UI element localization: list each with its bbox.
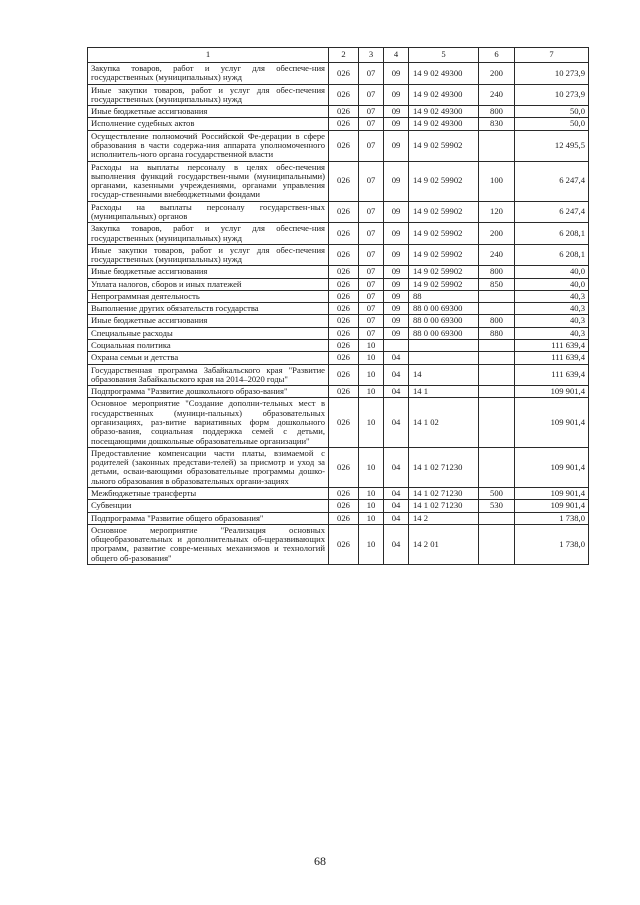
table-row: [88, 487, 589, 499]
table-row: [88, 398, 589, 447]
ministry-code-cell: 026: [329, 364, 359, 386]
row-name-cell: Межбюджетные трансферты: [88, 487, 329, 499]
amount-cell: 10 273,9: [515, 63, 589, 85]
table-row: [88, 223, 589, 245]
ministry-code-cell: 026: [329, 84, 359, 106]
row-name-cell: Основное мероприятие "Реализация основных общеобразовательных и дополнительных об-щеразвивающих программ, развитие совре-менных механизмов и технологий общего об-разования": [88, 524, 329, 564]
subsection-code-cell: 09: [384, 315, 409, 327]
amount-cell: 1 738,0: [515, 512, 589, 524]
amount-cell: 6 247,4: [515, 161, 589, 201]
row-name-cell: Субвенции: [88, 500, 329, 512]
column-header: 1: [88, 48, 329, 63]
target-article-cell: 88 0 00 69300: [409, 303, 479, 315]
amount-cell: 111 639,4: [515, 364, 589, 386]
amount-cell: 40,3: [515, 290, 589, 302]
ministry-code-cell: 026: [329, 161, 359, 201]
ministry-code-cell: 026: [329, 524, 359, 564]
section-code-cell: 07: [359, 223, 384, 245]
target-article-cell: 88 0 00 69300: [409, 315, 479, 327]
ministry-code-cell: 026: [329, 118, 359, 130]
expense-type-cell: [479, 386, 515, 398]
table-row: [88, 386, 589, 398]
ministry-code-cell: 026: [329, 327, 359, 339]
column-header: 4: [384, 48, 409, 63]
target-article-cell: 14 2: [409, 512, 479, 524]
section-code-cell: 07: [359, 244, 384, 266]
expense-type-cell: 200: [479, 223, 515, 245]
section-code-cell: 10: [359, 340, 384, 352]
row-name-cell: Социальная политика: [88, 340, 329, 352]
target-article-cell: 14: [409, 364, 479, 386]
section-code-cell: 10: [359, 398, 384, 447]
column-header: 6: [479, 48, 515, 63]
expense-type-cell: 120: [479, 201, 515, 223]
target-article-cell: 88: [409, 290, 479, 302]
expense-type-cell: [479, 398, 515, 447]
section-code-cell: 10: [359, 386, 384, 398]
subsection-code-cell: 04: [384, 524, 409, 564]
subsection-code-cell: [384, 340, 409, 352]
target-article-cell: 14 1: [409, 386, 479, 398]
target-article-cell: 14 9 02 59902: [409, 201, 479, 223]
row-name-cell: Уплата налогов, сборов и иных платежей: [88, 278, 329, 290]
expense-type-cell: [479, 290, 515, 302]
row-name-cell: Государственная программа Забайкальского края "Развитие образования Забайкальского края на 2014–2020 годы": [88, 364, 329, 386]
row-name-cell: Расходы на выплаты персоналу государствен-ных (муниципальных) органов: [88, 201, 329, 223]
row-name-cell: Выполнение других обязательств государства: [88, 303, 329, 315]
ministry-code-cell: 026: [329, 278, 359, 290]
row-name-cell: Закупка товаров, работ и услуг для обеспече-ния государственных (муниципальных) нужд: [88, 223, 329, 245]
amount-cell: 10 273,9: [515, 84, 589, 106]
subsection-code-cell: 09: [384, 266, 409, 278]
section-code-cell: 10: [359, 364, 384, 386]
ministry-code-cell: 026: [329, 315, 359, 327]
row-name-cell: Подпрограмма "Развитие общего образования": [88, 512, 329, 524]
target-article-cell: 14 9 02 59902: [409, 244, 479, 266]
subsection-code-cell: 09: [384, 118, 409, 130]
expense-type-cell: 800: [479, 315, 515, 327]
table-row: [88, 266, 589, 278]
amount-cell: 12 495,5: [515, 130, 589, 161]
ministry-code-cell: 026: [329, 512, 359, 524]
table-row: [88, 118, 589, 130]
subsection-code-cell: 04: [384, 398, 409, 447]
row-name-cell: Иные бюджетные ассигнования: [88, 315, 329, 327]
subsection-code-cell: 09: [384, 278, 409, 290]
section-code-cell: 10: [359, 500, 384, 512]
amount-cell: 40,0: [515, 278, 589, 290]
subsection-code-cell: 09: [384, 327, 409, 339]
amount-cell: 109 901,4: [515, 386, 589, 398]
expense-type-cell: [479, 130, 515, 161]
table-row: [88, 315, 589, 327]
row-name-cell: Непрограммная деятельность: [88, 290, 329, 302]
subsection-code-cell: 09: [384, 290, 409, 302]
amount-cell: 109 901,4: [515, 398, 589, 447]
section-code-cell: 10: [359, 352, 384, 364]
target-article-cell: 14 1 02 71230: [409, 447, 479, 487]
expense-type-cell: [479, 364, 515, 386]
ministry-code-cell: 026: [329, 201, 359, 223]
expense-type-cell: 500: [479, 487, 515, 499]
row-name-cell: Специальные расходы: [88, 327, 329, 339]
table-row: [88, 447, 589, 487]
ministry-code-cell: 026: [329, 223, 359, 245]
ministry-code-cell: 026: [329, 447, 359, 487]
subsection-code-cell: 04: [384, 447, 409, 487]
row-name-cell: Осуществление полномочий Российской Фе-дерации в сфере образования в части содержа-ния аппарата уполномоченного исполнитель-ного органа государственной власти: [88, 130, 329, 161]
amount-cell: 40,3: [515, 303, 589, 315]
row-name-cell: Исполнение судебных актов: [88, 118, 329, 130]
ministry-code-cell: 026: [329, 303, 359, 315]
table-row: [88, 303, 589, 315]
target-article-cell: 14 1 02 71230: [409, 487, 479, 499]
expense-type-cell: 240: [479, 244, 515, 266]
target-article-cell: [409, 352, 479, 364]
target-article-cell: 14 9 02 49300: [409, 106, 479, 118]
column-header: 7: [515, 48, 589, 63]
ministry-code-cell: 026: [329, 500, 359, 512]
subsection-code-cell: 04: [384, 364, 409, 386]
subsection-code-cell: 09: [384, 106, 409, 118]
expense-type-cell: 850: [479, 278, 515, 290]
subsection-code-cell: 04: [384, 500, 409, 512]
subsection-code-cell: 09: [384, 63, 409, 85]
table-row: [88, 130, 589, 161]
table-row: [88, 161, 589, 201]
table-row: [88, 84, 589, 106]
target-article-cell: 14 9 02 59902: [409, 223, 479, 245]
expense-type-cell: [479, 340, 515, 352]
row-name-cell: Иные бюджетные ассигнования: [88, 266, 329, 278]
expense-type-cell: 100: [479, 161, 515, 201]
ministry-code-cell: 026: [329, 398, 359, 447]
expense-type-cell: [479, 447, 515, 487]
row-name-cell: Иные закупки товаров, работ и услуг для обес-печения государственных (муниципальных) нужд: [88, 84, 329, 106]
amount-cell: 1 738,0: [515, 524, 589, 564]
row-name-cell: Основное мероприятие "Создание дополни-тельных мест в государственных (муници-пальных) образовательных организациях, раз-витие вариативных форм дошкольного образо-вания, социальная поддержка семей с детьми, посещающими дошкольные образовательные организации": [88, 398, 329, 447]
section-code-cell: 07: [359, 278, 384, 290]
table-row: [88, 327, 589, 339]
amount-cell: 50,0: [515, 118, 589, 130]
row-name-cell: Иные бюджетные ассигнования: [88, 106, 329, 118]
target-article-cell: 14 9 02 59902: [409, 278, 479, 290]
column-header: 3: [359, 48, 384, 63]
table-header-row: [88, 48, 589, 63]
ministry-code-cell: 026: [329, 266, 359, 278]
subsection-code-cell: 09: [384, 244, 409, 266]
row-name-cell: Подпрограмма "Развитие дошкольного образо-вания": [88, 386, 329, 398]
expense-type-cell: 800: [479, 106, 515, 118]
row-name-cell: Предоставление компенсации части платы, взимаемой с родителей (законных представи-телей) за присмотр и уход за детьми, осваи-вающими образовательные программы дошко-льного образования в образовательных органи-зациях: [88, 447, 329, 487]
ministry-code-cell: 026: [329, 244, 359, 266]
section-code-cell: 07: [359, 84, 384, 106]
amount-cell: 6 208,1: [515, 223, 589, 245]
section-code-cell: 07: [359, 315, 384, 327]
budget-table: [87, 47, 589, 565]
table-row: [88, 364, 589, 386]
section-code-cell: 07: [359, 106, 384, 118]
section-code-cell: 07: [359, 63, 384, 85]
target-article-cell: 14 9 02 59902: [409, 266, 479, 278]
target-article-cell: 88 0 00 69300: [409, 327, 479, 339]
table-row: [88, 500, 589, 512]
expense-type-cell: [479, 352, 515, 364]
target-article-cell: 14 9 02 49300: [409, 63, 479, 85]
ministry-code-cell: 026: [329, 130, 359, 161]
section-code-cell: 10: [359, 512, 384, 524]
amount-cell: 6 247,4: [515, 201, 589, 223]
target-article-cell: 14 9 02 49300: [409, 84, 479, 106]
section-code-cell: 07: [359, 161, 384, 201]
subsection-code-cell: 09: [384, 130, 409, 161]
target-article-cell: 14 9 02 59902: [409, 130, 479, 161]
amount-cell: 6 208,1: [515, 244, 589, 266]
table-row: [88, 278, 589, 290]
subsection-code-cell: 09: [384, 84, 409, 106]
row-name-cell: Закупка товаров, работ и услуг для обеспече-ния государственных (муниципальных) нужд: [88, 63, 329, 85]
section-code-cell: 10: [359, 524, 384, 564]
subsection-code-cell: 09: [384, 161, 409, 201]
ministry-code-cell: 026: [329, 63, 359, 85]
amount-cell: 109 901,4: [515, 447, 589, 487]
target-article-cell: 14 1 02: [409, 398, 479, 447]
section-code-cell: 07: [359, 130, 384, 161]
expense-type-cell: [479, 524, 515, 564]
amount-cell: 40,3: [515, 315, 589, 327]
ministry-code-cell: 026: [329, 106, 359, 118]
target-article-cell: 14 2 01: [409, 524, 479, 564]
table-row: [88, 340, 589, 352]
expense-type-cell: 200: [479, 63, 515, 85]
amount-cell: 40,3: [515, 327, 589, 339]
row-name-cell: Иные закупки товаров, работ и услуг для обес-печения государственных (муниципальных) нужд: [88, 244, 329, 266]
table-body: [88, 63, 589, 565]
section-code-cell: 07: [359, 266, 384, 278]
expense-type-cell: 880: [479, 327, 515, 339]
target-article-cell: [409, 340, 479, 352]
section-code-cell: 07: [359, 201, 384, 223]
amount-cell: 111 639,4: [515, 352, 589, 364]
subsection-code-cell: 04: [384, 386, 409, 398]
target-article-cell: 14 9 02 49300: [409, 118, 479, 130]
ministry-code-cell: 026: [329, 352, 359, 364]
amount-cell: 40,0: [515, 266, 589, 278]
row-name-cell: Расходы на выплаты персоналу в целях обес-печения выполнения функций государствен-ными (муниципальными) органами, казенными учреждениями, органами управления государ-ственными внебюджетными фондами: [88, 161, 329, 201]
target-article-cell: 14 1 02 71230: [409, 500, 479, 512]
ministry-code-cell: 026: [329, 340, 359, 352]
table-row: [88, 352, 589, 364]
table-row: [88, 524, 589, 564]
subsection-code-cell: 09: [384, 223, 409, 245]
ministry-code-cell: 026: [329, 487, 359, 499]
subsection-code-cell: 04: [384, 512, 409, 524]
table-row: [88, 244, 589, 266]
expense-type-cell: [479, 303, 515, 315]
column-header: 2: [329, 48, 359, 63]
section-code-cell: 10: [359, 447, 384, 487]
page-number: 68: [314, 854, 326, 868]
subsection-code-cell: 09: [384, 201, 409, 223]
amount-cell: 111 639,4: [515, 340, 589, 352]
expense-type-cell: 800: [479, 266, 515, 278]
section-code-cell: 07: [359, 118, 384, 130]
column-header: 5: [409, 48, 479, 63]
expense-type-cell: [479, 512, 515, 524]
amount-cell: 50,0: [515, 106, 589, 118]
table-row: [88, 201, 589, 223]
ministry-code-cell: 026: [329, 290, 359, 302]
subsection-code-cell: 09: [384, 303, 409, 315]
section-code-cell: 07: [359, 303, 384, 315]
target-article-cell: 14 9 02 59902: [409, 161, 479, 201]
expense-type-cell: 830: [479, 118, 515, 130]
section-code-cell: 07: [359, 290, 384, 302]
subsection-code-cell: 04: [384, 352, 409, 364]
row-name-cell: Охрана семьи и детства: [88, 352, 329, 364]
ministry-code-cell: 026: [329, 386, 359, 398]
section-code-cell: 07: [359, 327, 384, 339]
expense-type-cell: 530: [479, 500, 515, 512]
table-row: [88, 290, 589, 302]
amount-cell: 109 901,4: [515, 487, 589, 499]
expense-type-cell: 240: [479, 84, 515, 106]
table-row: [88, 63, 589, 85]
section-code-cell: 10: [359, 487, 384, 499]
table-row: [88, 512, 589, 524]
amount-cell: 109 901,4: [515, 500, 589, 512]
subsection-code-cell: 04: [384, 487, 409, 499]
table-row: [88, 106, 589, 118]
